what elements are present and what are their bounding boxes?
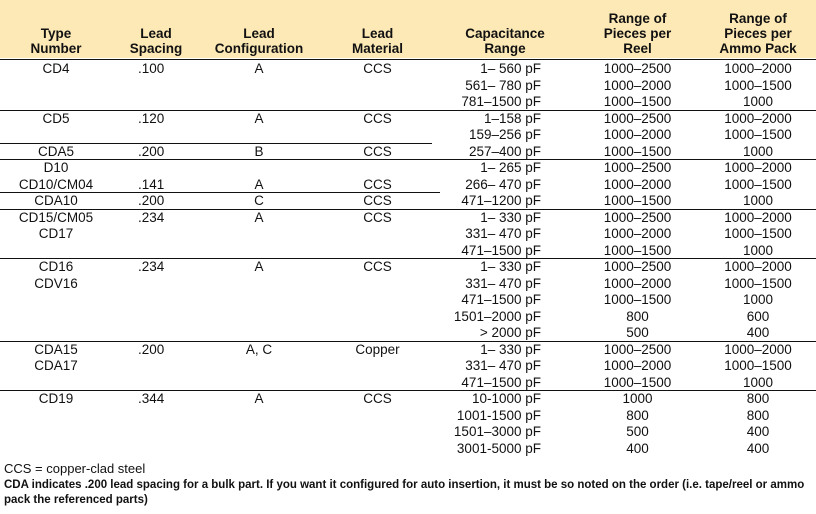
pieces-per-reel-cell: 1000–2000 — [603, 176, 672, 192]
lead-material-cell: CCS — [363, 391, 392, 406]
header-lead-spacing: Lead Spacing — [129, 26, 183, 56]
capacitance-range-cell: 471–1200 pF — [461, 193, 541, 208]
capacitance-range-cell: 1501–2000 pF — [453, 308, 541, 324]
capacitance-range-cell: 781–1500 pF — [461, 94, 541, 109]
lead-material-cell: CCS — [363, 61, 392, 76]
type-number-cell: CD10/CM04 — [18, 176, 94, 192]
capacitance-range-cell: 1– 330 pF — [480, 341, 541, 357]
lead-spacing-cell: .200 — [138, 143, 165, 159]
pieces-per-ammo-pack-cell: 1000–2000 — [724, 61, 792, 76]
capacitance-range-cell: 1501–3000 pF — [453, 424, 541, 439]
type-number-cell: CD17 — [38, 226, 74, 241]
lead-configuration-cell: B — [254, 143, 264, 159]
table-header-row — [0, 0, 816, 58]
lead-material-cell: CCS — [363, 176, 392, 192]
group-divider — [0, 192, 440, 193]
lead-configuration-cell: A — [254, 110, 264, 126]
pieces-per-ammo-pack-cell: 1000–2000 — [724, 160, 792, 175]
lead-configuration-cell: A — [254, 209, 264, 225]
pieces-per-ammo-pack-cell: 1000 — [742, 94, 774, 109]
pieces-per-ammo-pack-cell: 1000 — [742, 292, 774, 307]
pieces-per-reel-cell: 1000–2000 — [603, 275, 672, 291]
pieces-per-ammo-pack-cell: 800 — [746, 407, 770, 423]
lead-configuration-cell: A — [254, 61, 264, 76]
pieces-per-reel-cell: 800 — [626, 407, 649, 423]
type-number-cell: CD15/CM05 — [18, 209, 94, 225]
capacitance-range-cell: 331– 470 pF — [465, 226, 541, 241]
header-capacitance-range: Capacitance Range — [465, 26, 545, 56]
pieces-per-reel-cell: 1000–1500 — [603, 292, 672, 307]
lead-spacing-cell: .344 — [138, 391, 165, 406]
capacitance-range-cell: 257–400 pF — [468, 143, 541, 159]
lead-spacing-cell: .200 — [138, 193, 165, 208]
pieces-per-reel-cell: 1000–2500 — [603, 61, 672, 76]
header-rule — [0, 59, 816, 60]
pieces-per-reel-cell: 1000–1500 — [603, 193, 672, 208]
capacitance-range-cell: > 2000 pF — [479, 325, 541, 340]
footnote-ccs: CCS = copper-clad steel — [4, 461, 146, 476]
pieces-per-ammo-pack-cell: 1000 — [742, 374, 774, 390]
group-divider — [0, 143, 432, 144]
type-number-cell: CDA5 — [37, 143, 74, 159]
lead-material-cell: CCS — [363, 193, 392, 208]
capacitance-range-cell: 1001-1500 pF — [456, 407, 541, 423]
pieces-per-reel-cell: 1000–2500 — [603, 110, 672, 126]
group-divider — [0, 258, 816, 259]
lead-configuration-cell: A — [254, 259, 264, 274]
pieces-per-ammo-pack-cell: 1000–1500 — [724, 275, 792, 291]
lead-configuration-cell: A — [254, 391, 264, 406]
header-pieces-per-ammo-pack: Range of Pieces per Ammo Pack — [719, 11, 797, 56]
lead-spacing-cell: .234 — [138, 259, 165, 274]
type-number-cell: CD16 — [38, 259, 74, 274]
type-number-cell: CD19 — [38, 391, 74, 406]
lead-configuration-cell: A, C — [245, 341, 273, 357]
pieces-per-ammo-pack-cell: 600 — [746, 308, 770, 324]
pieces-per-ammo-pack-cell: 800 — [746, 391, 770, 406]
type-number-cell: CDA17 — [34, 358, 78, 373]
capacitance-range-cell: 471–1500 pF — [461, 292, 541, 307]
footnote-cda: CDA indicates .200 lead spacing for a bulk part. If you want it configured for auto insertion, it must be so noted on the order (i.e. tape/reel or ammo pack the referenced parts) — [4, 479, 805, 506]
type-number-cell: CD4 — [42, 61, 70, 76]
capacitance-range-cell: 1– 265 pF — [480, 160, 541, 175]
pieces-per-reel-cell: 1000–2500 — [603, 209, 672, 225]
pieces-per-ammo-pack-cell: 1000–1500 — [724, 226, 792, 241]
capacitance-range-cell: 561– 780 pF — [465, 77, 541, 93]
pieces-per-ammo-pack-cell: 1000 — [742, 193, 774, 208]
header-type-number: Type Number — [30, 26, 82, 56]
capacitance-range-cell: 3001-5000 pF — [456, 440, 541, 456]
pieces-per-reel-cell: 1000–1500 — [603, 143, 672, 159]
group-divider — [0, 209, 816, 210]
capacitance-range-cell: 159–256 pF — [468, 127, 541, 142]
pieces-per-reel-cell: 1000–2000 — [603, 77, 672, 93]
header-pieces-per-reel: Range of Pieces per Reel — [603, 11, 672, 56]
pieces-per-reel-cell: 1000–2500 — [603, 259, 672, 274]
pieces-per-ammo-pack-cell: 1000 — [742, 242, 774, 258]
pieces-per-ammo-pack-cell: 400 — [746, 440, 770, 456]
pieces-per-ammo-pack-cell: 1000–2000 — [724, 341, 792, 357]
group-divider — [0, 341, 816, 342]
type-number-cell: CDA10 — [34, 193, 78, 208]
pieces-per-reel-cell: 1000–2000 — [603, 358, 672, 373]
group-divider — [0, 390, 816, 391]
type-number-cell: D10 — [43, 160, 69, 175]
lead-spacing-cell: .200 — [138, 341, 165, 357]
pieces-per-reel-cell: 1000–1500 — [603, 94, 672, 109]
lead-material-cell: CCS — [363, 110, 392, 126]
lead-spacing-cell: .141 — [138, 176, 165, 192]
pieces-per-reel-cell: 1000–2500 — [603, 160, 672, 175]
pieces-per-reel-cell: 1000–2500 — [603, 341, 672, 357]
group-divider — [0, 159, 816, 160]
pieces-per-reel-cell: 1000 — [622, 391, 653, 406]
pieces-per-reel-cell: 1000–1500 — [603, 242, 672, 258]
lead-material-cell: CCS — [363, 209, 392, 225]
header-lead-material: Lead Material — [351, 26, 404, 56]
capacitance-range-cell: 471–1500 pF — [461, 374, 541, 390]
capacitance-range-cell: 1– 330 pF — [480, 259, 541, 274]
pieces-per-ammo-pack-cell: 1000–1500 — [724, 127, 792, 142]
capacitance-range-cell: 331– 470 pF — [465, 358, 541, 373]
capacitance-range-cell: 471–1500 pF — [461, 242, 541, 258]
pieces-per-ammo-pack-cell: 1000–2000 — [724, 110, 792, 126]
lead-material-cell: Copper — [355, 341, 400, 357]
pieces-per-ammo-pack-cell: 400 — [746, 424, 770, 439]
pieces-per-reel-cell: 1000–2000 — [603, 127, 672, 142]
pieces-per-ammo-pack-cell: 400 — [746, 325, 770, 340]
capacitance-range-cell: 10-1000 pF — [471, 391, 541, 406]
capacitance-range-cell: 266– 470 pF — [465, 176, 541, 192]
pieces-per-reel-cell: 1000–1500 — [603, 374, 672, 390]
capacitance-range-cell: 1–158 pF — [483, 110, 541, 126]
pieces-per-ammo-pack-cell: 1000 — [742, 143, 774, 159]
lead-material-cell: CCS — [363, 143, 392, 159]
pieces-per-ammo-pack-cell: 1000–2000 — [724, 259, 792, 274]
group-divider — [0, 110, 816, 111]
capacitance-range-cell: 1– 560 pF — [480, 61, 541, 76]
lead-spacing-cell: .100 — [138, 61, 165, 76]
pieces-per-reel-cell: 400 — [626, 440, 649, 456]
lead-material-cell: CCS — [363, 259, 392, 274]
capacitance-range-cell: 1– 330 pF — [480, 209, 541, 225]
lead-spacing-cell: .120 — [138, 110, 165, 126]
pieces-per-reel-cell: 500 — [626, 325, 649, 340]
type-number-cell: CDA15 — [34, 341, 78, 357]
pieces-per-reel-cell: 500 — [626, 424, 649, 439]
pieces-per-ammo-pack-cell: 1000–1500 — [724, 77, 792, 93]
lead-configuration-cell: A — [254, 176, 264, 192]
pieces-per-ammo-pack-cell: 1000–2000 — [724, 209, 792, 225]
pieces-per-ammo-pack-cell: 1000–1500 — [724, 358, 792, 373]
lead-configuration-cell: C — [254, 193, 264, 208]
type-number-cell: CDV16 — [34, 275, 78, 291]
pieces-per-reel-cell: 800 — [626, 308, 649, 324]
pieces-per-ammo-pack-cell: 1000–1500 — [724, 176, 792, 192]
header-lead-configuration: Lead Configuration — [214, 26, 304, 56]
capacitance-range-cell: 331– 470 pF — [465, 275, 541, 291]
pieces-per-reel-cell: 1000–2000 — [603, 226, 672, 241]
type-number-cell: CD5 — [42, 110, 70, 126]
lead-spacing-cell: .234 — [138, 209, 165, 225]
